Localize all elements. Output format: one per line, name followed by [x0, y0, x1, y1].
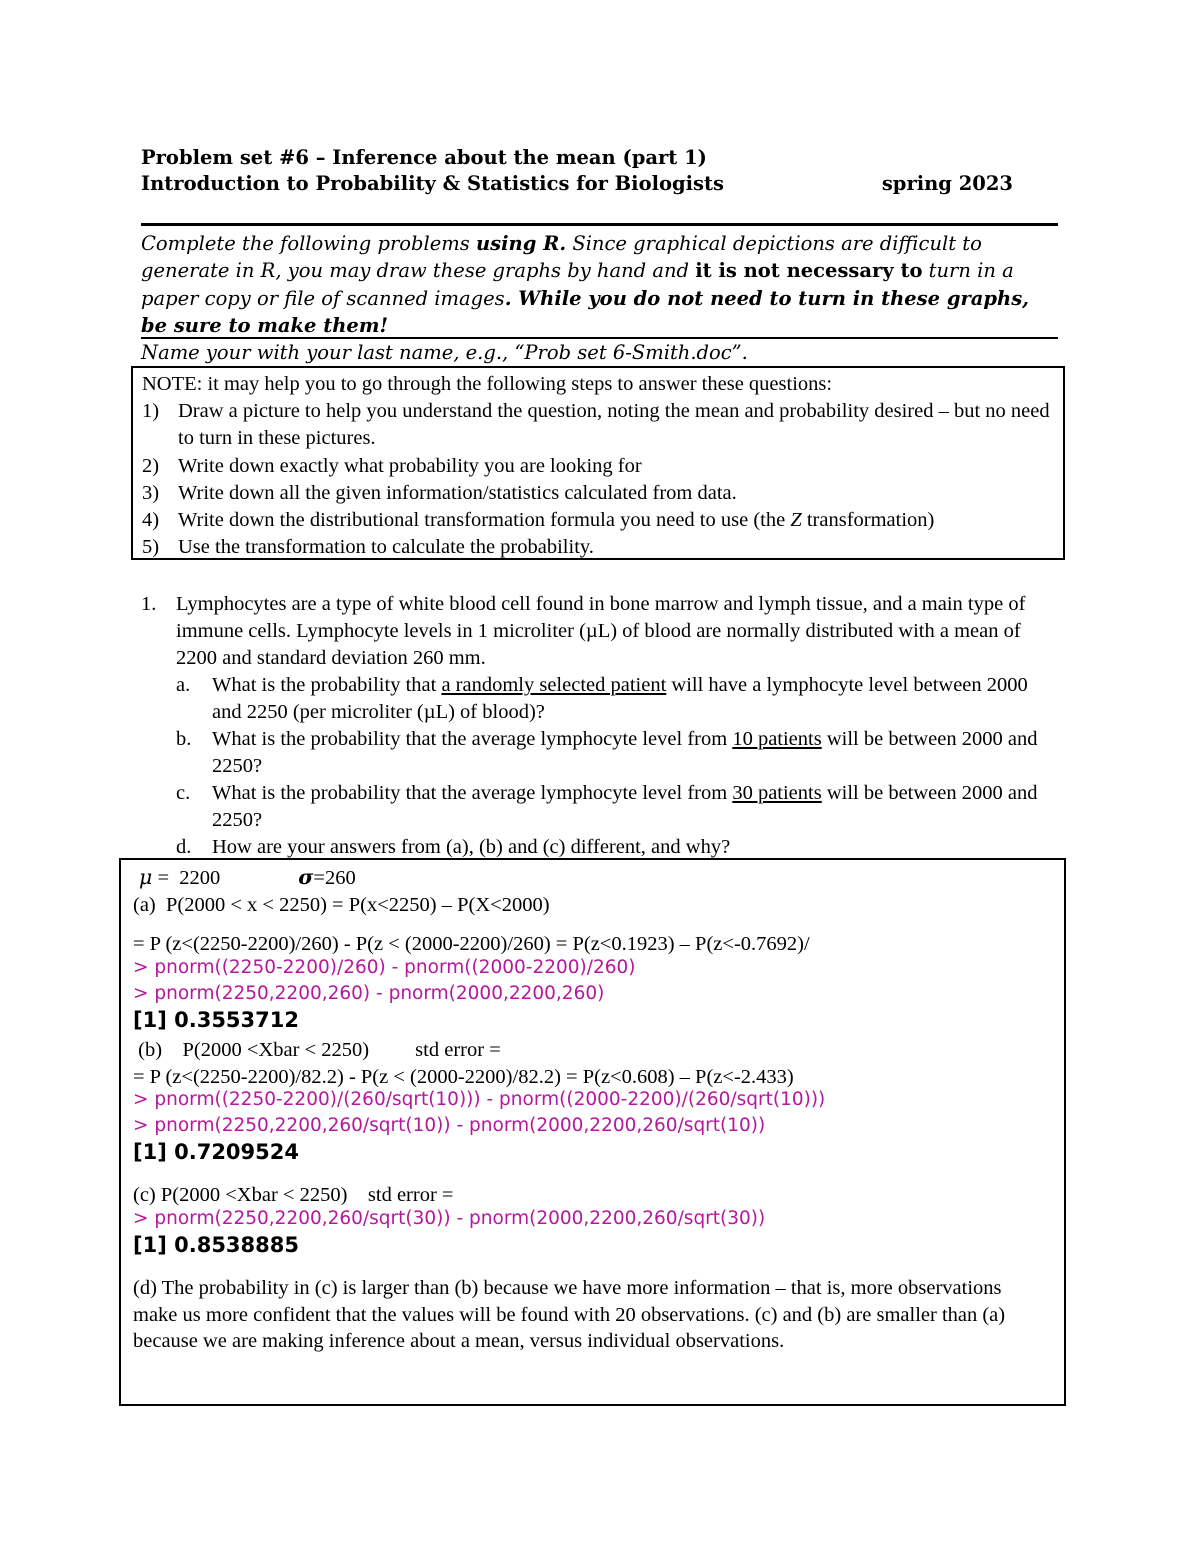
course-line: [141, 170, 1013, 197]
step-number: 1): [142, 400, 160, 423]
term: spring 2023: [881, 172, 1013, 195]
step-text: transformation): [801, 509, 935, 532]
note-step: [142, 398, 1055, 452]
instructions-bold-3: . While you do not need to turn in these graphs, be sure to make them!: [141, 286, 1029, 337]
step-number: 4): [142, 509, 160, 532]
answer-a-line: (a) P(2000 < x < 2250) = P(x<2250) – P(X<2000): [133, 894, 550, 916]
note-box: [131, 366, 1065, 560]
question-part-c: [176, 780, 1061, 834]
part-label: a.: [176, 674, 191, 696]
r-result: [1] 0.8538885: [133, 1233, 299, 1257]
instructions-text-3: turn in a paper copy or file of scanned images: [141, 259, 1014, 310]
note-step: [142, 534, 1055, 561]
params-line: [139, 864, 356, 891]
part-text: What is the probability that the average lymphocyte level from: [212, 728, 733, 750]
r-result: [1] 0.3553712: [133, 1008, 299, 1032]
page-title: Problem set #6 – Inference about the mean (part 1): [141, 146, 707, 169]
answer-a-calc: = P (z<(2250-2200)/260) - P(z < (2000-2200)/260) = P(z<0.1923) – P(z<-0.7692)/: [133, 933, 810, 955]
part-underlined: 30 patients: [732, 782, 822, 804]
r-code: > pnorm(2250,2200,260/sqrt(10)) - pnorm(2000,2200,260/sqrt(10)): [133, 1115, 766, 1136]
r-code: > pnorm((2250-2200)/260) - pnorm((2000-2200)/260): [133, 957, 636, 978]
instructions-bold-1: using R.: [475, 232, 567, 255]
question-1: [141, 591, 1061, 861]
part-label: d.: [176, 836, 192, 858]
r-result: [1] 0.7209524: [133, 1140, 299, 1164]
top-divider: [141, 223, 1058, 226]
part-text: How are your answers from (a), (b) and (c) different, and why?: [212, 836, 731, 858]
instructions: [141, 230, 1061, 366]
note-step: [142, 480, 1055, 507]
r-code: > pnorm(2250,2200,260/sqrt(30)) - pnorm(2000,2200,260/sqrt(30)): [133, 1208, 766, 1229]
instructions-text-2: Since graphical depictions are difficult to generate in R, you may draw these graphs by hand and: [141, 232, 982, 283]
question-part-b: [176, 726, 1061, 780]
step-number: 5): [142, 536, 160, 559]
part-text: will be between 2000 and 2250?: [212, 782, 1038, 831]
question-part-d: [176, 834, 1061, 861]
step-text: Draw a picture to help you understand the question, noting the mean and probability desired – but no need to turn in these pictures.: [178, 400, 1050, 450]
question-number: 1.: [141, 593, 157, 615]
course-name: Introduction to Probability & Statistics for Biologists: [141, 172, 725, 195]
mu-symbol: μ: [139, 865, 153, 889]
part-text: will have a lymphocyte level between 2000 and 2250 (per microliter (µL) of blood)?: [212, 674, 1028, 723]
part-text: What is the probability that: [212, 674, 442, 696]
part-underlined: a randomly selected patient: [441, 674, 667, 696]
answer-c-line: (c) P(2000 <Xbar < 2250) std error =: [133, 1184, 454, 1206]
instructions-text-1: Complete the following problems: [141, 232, 476, 255]
instructions-bold-2: it is not necessary to: [695, 259, 923, 283]
note-step: [142, 507, 1055, 534]
sigma-symbol: σ: [298, 865, 314, 889]
part-underlined: 10 patients: [732, 728, 822, 750]
question-part-a: [176, 672, 1061, 726]
part-label: c.: [176, 782, 191, 804]
part-text: What is the probability that the average lymphocyte level from: [212, 782, 733, 804]
step-text: Write down the distributional transformation formula you need to use (the: [178, 509, 791, 532]
answer-d-text: (d) The probability in (c) is larger than (b) because we have more information – that is, more observations make us more confident that the values will be found with 20 observations. (c) and (b) are smaller than (a) because we are making inference about a mean, versus individual observations.: [133, 1277, 1006, 1352]
r-code: > pnorm((2250-2200)/(260/sqrt(10))) - pnorm((2000-2200)/(260/sqrt(10))): [133, 1089, 826, 1110]
bottom-divider: [141, 337, 1058, 339]
step-text: Write down exactly what probability you are looking for: [178, 454, 642, 477]
step-number: 3): [142, 481, 160, 504]
part-text: will be between 2000 and 2250?: [212, 728, 1038, 777]
instructions-text-4: Name your with your last name, e.g., “Prob set 6-Smith.doc”.: [141, 341, 748, 365]
step-number: 2): [142, 454, 160, 477]
r-code: > pnorm(2250,2200,260) - pnorm(2000,2200,260): [133, 983, 605, 1004]
mu-value: = 2200: [152, 867, 221, 889]
note-intro: NOTE: it may help you to go through the following steps to answer these questions:: [142, 373, 833, 395]
sigma-value: =260: [313, 867, 356, 889]
step-text: Use the transformation to calculate the probability.: [178, 536, 594, 559]
note-step: [142, 453, 1055, 480]
answer-b-calc: = P (z<(2250-2200)/82.2) - P(z < (2000-2200)/82.2) = P(z<0.608) – P(z<-2.433): [133, 1066, 794, 1088]
part-label: b.: [176, 728, 192, 750]
step-text: Write down all the given information/statistics calculated from data.: [178, 481, 737, 504]
answer-box: [119, 858, 1066, 1406]
question-stem: Lymphocytes are a type of white blood cell found in bone marrow and lymph tissue, and a main type of immune cells. Lymphocyte levels in 1 microliter (µL) of blood are normally distributed with a mean of 2200 and standard deviation 260 mm.: [176, 593, 1026, 669]
answer-b-line: (b) P(2000 <Xbar < 2250) std error =: [133, 1039, 501, 1061]
step-text-z: Z: [790, 509, 802, 532]
